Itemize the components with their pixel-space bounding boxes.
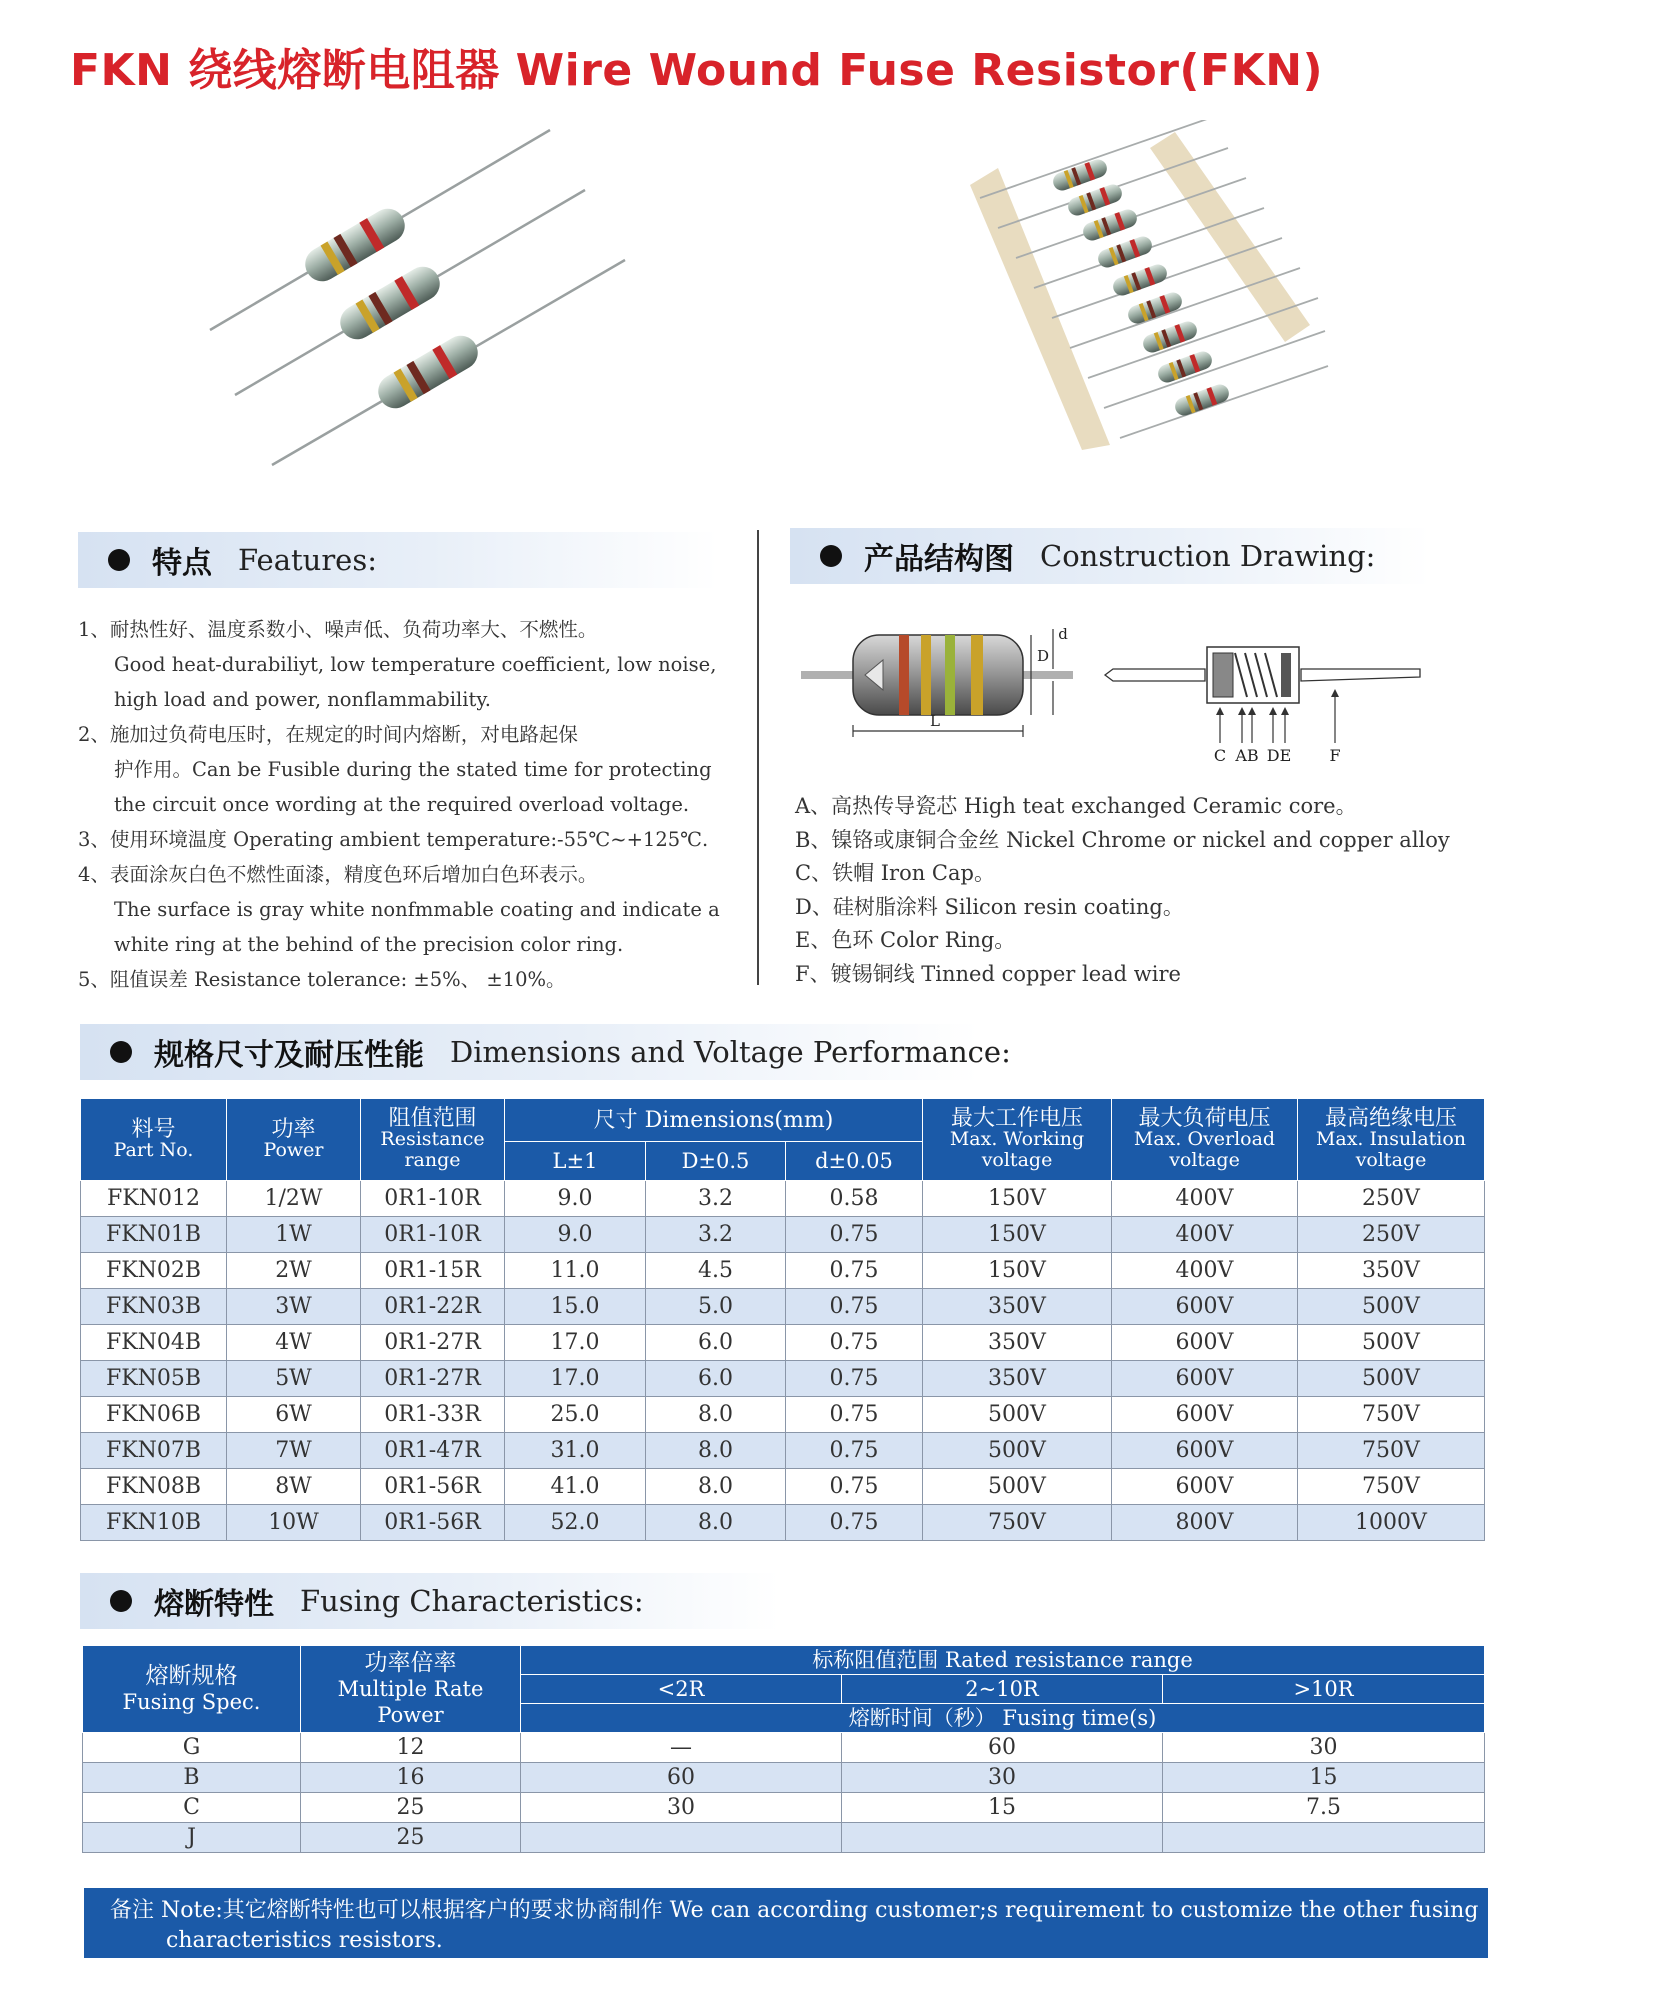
table-cell: 9.0 xyxy=(505,1181,646,1217)
table-cell: 60 xyxy=(842,1733,1163,1763)
legend-item: E、色环 Color Ring。 xyxy=(795,928,1016,952)
table-cell: 600V xyxy=(1112,1325,1298,1361)
table-cell: 5.0 xyxy=(646,1289,786,1325)
col-header-2-10r: 2~10R xyxy=(842,1675,1163,1704)
table-cell: 30 xyxy=(842,1763,1163,1793)
table-cell: FKN10B xyxy=(81,1505,227,1541)
feature-num: 5、 xyxy=(78,968,110,991)
label-AB: AB xyxy=(1235,746,1259,765)
features-heading-en: Features: xyxy=(238,543,377,577)
table-cell: 31.0 xyxy=(505,1433,646,1469)
col-header-gt10r: >10R xyxy=(1163,1675,1485,1704)
col-header-L: L±1 xyxy=(505,1142,646,1181)
table-cell: 25.0 xyxy=(505,1397,646,1433)
table-cell: FKN03B xyxy=(81,1289,227,1325)
table-cell: FKN05B xyxy=(81,1361,227,1397)
table-cell: 0.75 xyxy=(786,1217,923,1253)
feature-line: white ring at the behind of the precision color ring. xyxy=(114,933,624,956)
table-cell: 500V xyxy=(923,1433,1112,1469)
table-cell: 0.75 xyxy=(786,1505,923,1541)
table-cell: 11.0 xyxy=(505,1253,646,1289)
table-row xyxy=(81,1397,1485,1433)
table-cell: 0R1-22R xyxy=(361,1289,505,1325)
legend-item: B、镍铬或康铜合金丝 Nickel Chrome or nickel and copper alloy xyxy=(795,827,1450,852)
table-cell: 8.0 xyxy=(646,1505,786,1541)
table-cell: FKN01B xyxy=(81,1217,227,1253)
col-header-range: 阻值范围 Resistance range xyxy=(361,1099,505,1181)
table-cell: 7W xyxy=(227,1433,361,1469)
table-cell: 3W xyxy=(227,1289,361,1325)
table-row xyxy=(81,1361,1485,1397)
col-header-multiple-rate xyxy=(301,1646,521,1733)
table-cell: 16 xyxy=(301,1763,521,1793)
dim-d-label: d xyxy=(1058,625,1068,643)
feature-zh: 施加过负荷电压时，在规定的时间内熔断，对电路起保 xyxy=(109,723,578,746)
table-row xyxy=(81,1325,1485,1361)
feature-line: 护作用。Can be Fusible during the stated time for protecting xyxy=(114,758,712,781)
fusing-heading-zh: 熔断特性 xyxy=(154,1587,274,1622)
table-row xyxy=(81,1469,1485,1505)
table-cell xyxy=(1163,1823,1485,1853)
table-cell: 4W xyxy=(227,1325,361,1361)
table-cell: 0.75 xyxy=(786,1253,923,1289)
table-cell: 0.75 xyxy=(786,1361,923,1397)
table-row xyxy=(81,1181,1485,1217)
table-cell: 0R1-10R xyxy=(361,1217,505,1253)
table-cell: G xyxy=(83,1733,301,1763)
table-cell: 400V xyxy=(1112,1253,1298,1289)
bullet-dot-icon xyxy=(108,549,130,571)
page-title: FKN 绕线熔断电阻器 Wire Wound Fuse Resistor(FKN) xyxy=(70,45,1324,96)
dimensions-table xyxy=(80,1098,1485,1541)
table-cell: 1/2W xyxy=(227,1181,361,1217)
table-cell: 0.58 xyxy=(786,1181,923,1217)
table-cell: 10W xyxy=(227,1505,361,1541)
feature-item-2 xyxy=(78,717,728,822)
table-cell: 4.5 xyxy=(646,1253,786,1289)
table-cell: C xyxy=(83,1793,301,1823)
table-cell: 15 xyxy=(842,1793,1163,1823)
table-cell: 600V xyxy=(1112,1469,1298,1505)
note-banner xyxy=(84,1888,1488,1958)
table-header-row xyxy=(81,1099,1485,1142)
legend-item: F、镀锡铜线 Tinned copper lead wire xyxy=(795,961,1181,986)
fusing-spec-en: Fusing Spec. xyxy=(122,1690,261,1714)
table-cell: 0.75 xyxy=(786,1289,923,1325)
table-row xyxy=(83,1763,1485,1793)
resistor-photo-3 xyxy=(272,260,625,465)
table-cell: 600V xyxy=(1112,1361,1298,1397)
feature-zh: 使用环境温度 Operating ambient temperature:-55℃~+125℃. xyxy=(109,828,709,851)
table-cell: 600V xyxy=(1112,1397,1298,1433)
table-row xyxy=(81,1217,1485,1253)
table-cell: 0R1-15R xyxy=(361,1253,505,1289)
col-header-rated-range: 标称阻值范围 Rated resistance range xyxy=(521,1646,1485,1675)
table-cell: 17.0 xyxy=(505,1361,646,1397)
table-cell: 60 xyxy=(521,1763,842,1793)
photo-taped-resistors xyxy=(970,120,1330,450)
features-list xyxy=(78,612,728,997)
table-cell: 52.0 xyxy=(505,1505,646,1541)
table-cell: 250V xyxy=(1298,1217,1485,1253)
table-cell: 400V xyxy=(1112,1181,1298,1217)
fusing-table xyxy=(82,1645,1485,1853)
feature-line: the circuit once wording at the required overload voltage. xyxy=(114,793,690,816)
feature-zh: 耐热性好、温度系数小、噪声低、负荷功率大、不燃性。 xyxy=(109,618,598,641)
col-header-fusing-spec xyxy=(83,1646,301,1733)
table-cell: 0.75 xyxy=(786,1325,923,1361)
table-cell: 350V xyxy=(923,1361,1112,1397)
rate-en-1: Multiple Rate xyxy=(337,1677,484,1701)
table-cell: FKN07B xyxy=(81,1433,227,1469)
table-cell: 750V xyxy=(1298,1433,1485,1469)
table-cell: 600V xyxy=(1112,1289,1298,1325)
resistor-outline-drawing xyxy=(801,635,1073,715)
dimensions-heading-zh: 规格尺寸及耐压性能 xyxy=(154,1038,424,1073)
table-cell: 500V xyxy=(1298,1361,1485,1397)
legend-item: A、高热传导瓷芯 High teat exchanged Ceramic core。 xyxy=(795,794,1357,818)
table-cell: 500V xyxy=(923,1469,1112,1505)
table-cell: 750V xyxy=(1298,1397,1485,1433)
feature-line: The surface is gray white nonfmmable coating and indicate a xyxy=(114,898,720,921)
table-row xyxy=(81,1289,1485,1325)
table-cell: 7.5 xyxy=(1163,1793,1485,1823)
label-C: C xyxy=(1213,746,1227,765)
table-cell: 15 xyxy=(1163,1763,1485,1793)
table-cell: 400V xyxy=(1112,1217,1298,1253)
table-cell: 750V xyxy=(1298,1469,1485,1505)
fuse-header-row xyxy=(83,1646,1485,1675)
table-cell: 0R1-10R xyxy=(361,1181,505,1217)
label-F: F xyxy=(1329,746,1341,765)
table-cell xyxy=(842,1823,1163,1853)
table-cell: 500V xyxy=(1298,1325,1485,1361)
table-cell: 350V xyxy=(923,1289,1112,1325)
table-cell: 8.0 xyxy=(646,1397,786,1433)
table-cell: 0R1-47R xyxy=(361,1433,505,1469)
table-cell: 0R1-56R xyxy=(361,1469,505,1505)
table-cell: FKN08B xyxy=(81,1469,227,1505)
col-header-insulation-voltage: 最高绝缘电压 Max. Insulation voltage xyxy=(1298,1099,1485,1181)
table-cell: 500V xyxy=(923,1397,1112,1433)
col-header-power: 功率 Power xyxy=(227,1099,361,1181)
construction-header xyxy=(790,528,1430,584)
table-cell: FKN02B xyxy=(81,1253,227,1289)
table-cell: 350V xyxy=(1298,1253,1485,1289)
construction-diagram xyxy=(795,625,1435,765)
col-header-part: 料号 Part No. xyxy=(81,1099,227,1181)
table-cell: 5W xyxy=(227,1361,361,1397)
table-cell: 150V xyxy=(923,1181,1112,1217)
table-row xyxy=(83,1823,1485,1853)
col-header-working-voltage: 最大工作电压 Max. Working voltage xyxy=(923,1099,1112,1181)
feature-num: 1、 xyxy=(78,618,110,641)
feature-zh: 表面涂灰白色不燃性面漆，精度色环后增加白色环表示。 xyxy=(109,863,598,886)
table-cell: 0.75 xyxy=(786,1397,923,1433)
table-cell: 500V xyxy=(1298,1289,1485,1325)
table-cell: 8W xyxy=(227,1469,361,1505)
feature-line: high load and power, nonflammability. xyxy=(114,688,491,711)
section-divider xyxy=(757,530,759,985)
feature-item-1 xyxy=(78,612,728,717)
table-cell: 150V xyxy=(923,1217,1112,1253)
feature-item-4 xyxy=(78,857,728,962)
note-line-1: 备注 Note:其它熔断特性也可以根据客户的要求协商制作 We can according customer;s requirement to customize the other fusing xyxy=(110,1898,1479,1923)
table-cell: 8.0 xyxy=(646,1469,786,1505)
col-header-lt2r: <2R xyxy=(521,1675,842,1704)
table-cell: 1000V xyxy=(1298,1505,1485,1541)
table-cell: 3.2 xyxy=(646,1217,786,1253)
construction-heading-en: Construction Drawing: xyxy=(1040,539,1376,573)
table-cell: 8.0 xyxy=(646,1433,786,1469)
label-DE: DE xyxy=(1266,746,1292,765)
table-cell: 800V xyxy=(1112,1505,1298,1541)
table-cell: 25 xyxy=(301,1793,521,1823)
table-cell: 0R1-56R xyxy=(361,1505,505,1541)
table-cell: 1W xyxy=(227,1217,361,1253)
table-cell: 30 xyxy=(1163,1733,1485,1763)
table-cell: 17.0 xyxy=(505,1325,646,1361)
table-row xyxy=(83,1733,1485,1763)
table-row xyxy=(81,1433,1485,1469)
col-header-dimensions: 尺寸 Dimensions(mm) xyxy=(505,1099,923,1142)
photo-loose-resistors xyxy=(190,120,640,480)
dim-L-label: L xyxy=(930,712,940,730)
table-cell: 250V xyxy=(1298,1181,1485,1217)
table-cell: FKN06B xyxy=(81,1397,227,1433)
col-header-overload-voltage: 最大负荷电压 Max. Overload voltage xyxy=(1112,1099,1298,1181)
legend-item: D、硅树脂涂料 Silicon resin coating。 xyxy=(795,894,1184,919)
table-row xyxy=(81,1253,1485,1289)
table-cell: 9.0 xyxy=(505,1217,646,1253)
col-header-fusing-time: 熔断时间（秒） Fusing time(s) xyxy=(521,1704,1485,1733)
taped-resistor-row xyxy=(1120,366,1328,438)
table-cell: 25 xyxy=(301,1823,521,1853)
rate-en-2: Power xyxy=(377,1703,444,1727)
fusing-spec-zh: 熔断规格 xyxy=(145,1663,238,1689)
bullet-dot-icon xyxy=(820,545,842,567)
table-cell: 350V xyxy=(923,1325,1112,1361)
table-cell: 600V xyxy=(1112,1433,1298,1469)
feature-num: 4、 xyxy=(78,863,110,886)
table-cell: 15.0 xyxy=(505,1289,646,1325)
table-cell: FKN04B xyxy=(81,1325,227,1361)
cutaway-drawing xyxy=(1105,647,1420,703)
table-cell: J xyxy=(83,1823,301,1853)
table-cell: 750V xyxy=(923,1505,1112,1541)
dim-D-label: D xyxy=(1036,647,1050,665)
table-cell: 0R1-33R xyxy=(361,1397,505,1433)
feature-num: 2、 xyxy=(78,723,110,746)
table-cell: 30 xyxy=(521,1793,842,1823)
table-row xyxy=(83,1793,1485,1823)
table-cell: 0R1-27R xyxy=(361,1325,505,1361)
dimensions-header xyxy=(80,1024,1011,1080)
legend-item: C、铁帽 Iron Cap。 xyxy=(795,861,995,885)
col-header-D: D±0.5 xyxy=(646,1142,786,1181)
note-line-2: characteristics resistors. xyxy=(166,1928,443,1953)
table-cell xyxy=(521,1823,842,1853)
dimensions-heading-en: Dimensions and Voltage Performance: xyxy=(450,1035,1011,1069)
feature-item-3 xyxy=(78,822,728,857)
construction-legend xyxy=(795,790,1450,991)
table-row xyxy=(81,1505,1485,1541)
table-cell: 0.75 xyxy=(786,1433,923,1469)
table-cell: 3.2 xyxy=(646,1181,786,1217)
table-cell: 0.75 xyxy=(786,1469,923,1505)
features-heading-zh: 特点 xyxy=(152,546,212,581)
fusing-heading-en: Fusing Characteristics: xyxy=(300,1584,644,1618)
fusing-header xyxy=(80,1573,780,1629)
col-header-d: d±0.05 xyxy=(786,1142,923,1181)
table-cell: 6W xyxy=(227,1397,361,1433)
rate-zh: 功率倍率 xyxy=(364,1650,457,1676)
feature-zh: 阻值误差 Resistance tolerance: ±5%、 ±10%。 xyxy=(109,968,566,991)
table-cell: 0R1-27R xyxy=(361,1361,505,1397)
features-header xyxy=(78,532,718,588)
table-cell: B xyxy=(83,1763,301,1793)
feature-line: Good heat-durabiliyt, low temperature coefficient, low noise, xyxy=(114,653,717,676)
feature-item-5 xyxy=(78,962,728,997)
table-cell: 41.0 xyxy=(505,1469,646,1505)
table-cell: 6.0 xyxy=(646,1361,786,1397)
table-cell: — xyxy=(521,1733,842,1763)
table-cell: FKN012 xyxy=(81,1181,227,1217)
table-cell: 12 xyxy=(301,1733,521,1763)
table-cell: 2W xyxy=(227,1253,361,1289)
feature-num: 3、 xyxy=(78,828,110,851)
table-cell: 6.0 xyxy=(646,1325,786,1361)
construction-heading-zh: 产品结构图 xyxy=(864,542,1014,577)
table-cell: 150V xyxy=(923,1253,1112,1289)
bullet-dot-icon xyxy=(110,1041,132,1063)
bullet-dot-icon xyxy=(110,1590,132,1612)
